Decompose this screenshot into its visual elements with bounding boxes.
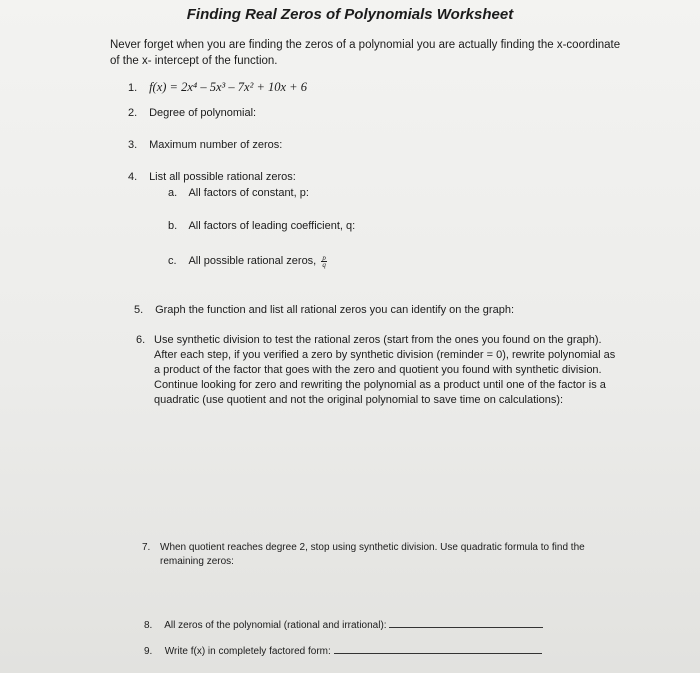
question-1 <box>128 80 307 96</box>
question-number: 8. <box>144 620 153 631</box>
intro-paragraph: Never forget when you are finding the zeros of a polynomial you are actually finding the x-coordinate of the x- intercept of the function. <box>110 39 621 67</box>
question-text: All zeros of the polynomial (rational and irrational): <box>164 620 387 631</box>
question-text: All possible rational zeros, <box>188 255 317 267</box>
question-6 <box>136 333 616 408</box>
question-text: Maximum number of zeros: <box>149 139 283 151</box>
question-text: All factors of leading coefficient, q: <box>188 220 356 232</box>
question-5 <box>134 303 654 318</box>
polynomial-expression: 2x⁴ – 5x³ – 7x² + 10x + 6 <box>181 80 307 94</box>
function-label: f(x) = <box>149 80 182 94</box>
question-8 <box>144 617 543 633</box>
question-text: List all possible rational zeros: <box>149 171 296 183</box>
question-number: 3. <box>128 139 138 151</box>
question-number: 4. <box>128 171 138 183</box>
question-number: 5. <box>134 304 144 316</box>
question-number: b. <box>168 220 178 232</box>
question-number: 6. <box>136 334 146 346</box>
question-text: Use synthetic division to test the rational zeros (start from the ones you found on the graph). After each step, if you verified a zero by synthetic division (reminder = 0), rewrite polynomial as a product of the factor that goes with the zero and quotient you found with synthetic division. Continue looking for zero and rewriting the polynomial as a product until one of the factor is a quadratic (use quotient and not the original polynomial to save time on calculations): <box>154 334 616 406</box>
question-number: a. <box>168 187 178 199</box>
question-text: Write f(x) in completely factored form: <box>164 646 331 657</box>
page-title: Finding Real Zeros of Polynomials Worksheet <box>186 6 514 23</box>
fraction-denominator: q <box>322 260 326 269</box>
question-text: When quotient reaches degree 2, stop using synthetic division. Use quadratic formula to find the remaining zeros: <box>160 542 585 567</box>
answer-blank <box>389 617 543 628</box>
question-9 <box>144 643 542 659</box>
question-number: 9. <box>144 646 153 657</box>
question-number: 1. <box>128 82 138 94</box>
question-4a <box>168 186 309 201</box>
question-4b <box>168 219 355 234</box>
question-2 <box>128 106 256 121</box>
question-4c <box>168 254 327 269</box>
question-4 <box>128 170 296 185</box>
question-number: c. <box>168 255 177 267</box>
question-text: Degree of polynomial: <box>149 107 257 119</box>
question-text: Graph the function and list all rational zeros you can identify on the graph: <box>155 304 515 316</box>
fraction-numerator: p <box>322 253 326 262</box>
question-7 <box>142 541 602 569</box>
question-3 <box>128 138 282 153</box>
question-number: 2. <box>128 107 138 119</box>
answer-blank <box>334 643 542 654</box>
question-number: 7. <box>142 542 151 553</box>
p-over-q-fraction <box>321 255 327 268</box>
question-text: All factors of constant, p: <box>188 187 309 199</box>
